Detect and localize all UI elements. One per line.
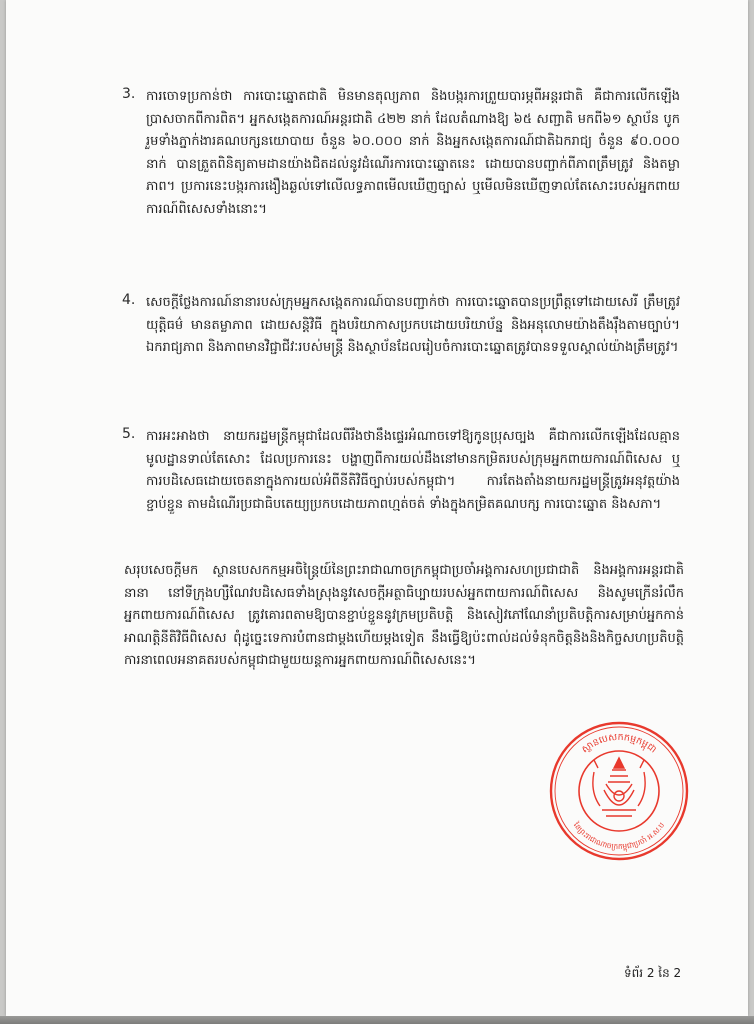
svg-text:នៃព្រះរាជាណាចក្រកម្ពុជាប្រចាំ bbox=[571, 819, 666, 853]
item-number: 3. bbox=[122, 86, 136, 102]
item-text: ការអះអាងថា នាយករដ្ឋមន្ត្រីកម្ពុជាដែលពីរឹងថានឹងផ្ទេរអំណាចទៅឱ្យកូនប្រុសច្បង គឺជាការលើកឡើងដែលគ្មានមូលដ្ឋានទាល់តែសោះ ដែលប្រការនេះ បង្ហាញពីការយល់ដឹងនៅមានកម្រិតរបស់ក្រុមអ្នកពាយការណ៍ពិសេស ឬការបដិសេធដោយចេតនាក្នុងការយល់អំពីនីតិវិធីច្បាប់របស់កម្ពុជា។ ការតែងតាំងនាយករដ្ឋមន្ត្រីត្រូវអនុវត្តយ៉ាងខ្ជាប់ខ្ជួន តាមដំណើរប្រជាធិបតេយ្យប្រកបដោយភាពហ្មត់ចត់ ទាំងក្នុងកម្រិតគណបក្ស ការបោះឆ្នោត និងសភា។ bbox=[146, 429, 680, 512]
item-text: ការចោទប្រកាន់ថា ការបោះឆ្នោតជាតិ មិនមានតុល្យភាព និងបង្ករការព្រួយបារម្ភពីអន្តរជាតិ គឺជាការលើកឡើងប្រាសចាកពីការពិត។ អ្នកសង្កេតការណ៍អន្តរជាតិ ៤២២ នាក់ ដែលតំណាងឱ្យ ៦៥ សញ្ជាតិ មកពី៦១ ស្ថាប័ន បូករួមទាំងភ្នាក់ងារគណបក្សនយោបាយ ចំនួន ៦០.០០០ នាក់ និងអ្នកសង្កេតការណ៍ជាតិឯករាជ្យ ចំនួន ៩០.០០០ នាក់ បានត្រួតពិនិត្យតាមដានយ៉ាងជិតដល់នូវដំណើរការបោះឆ្នោតនេះ ដោយបានបញ្ជាក់ពីភាពត្រឹមត្រូវ និងតម្លាភាព។ ប្រការនេះបង្ករការងឿងឆ្ងល់ទៅលើលទ្ធភាពមើលឃើញច្បាស់ ឬមើលមិនឃើញទាល់តែសោះរបស់អ្នកពាយការណ៍ពិសេសទាំងនោះ។ bbox=[146, 89, 680, 217]
svg-text:ស្ថានបេសកកម្មកម្ពុជា bbox=[580, 732, 659, 756]
official-seal bbox=[546, 718, 692, 864]
page-number: ទំព័រ 2 នៃ 2 bbox=[624, 966, 682, 980]
seal-bottom-text: នៃព្រះរាជាណាចក្រកម្ពុជាប្រចាំ អ.ស.ប bbox=[571, 820, 667, 852]
scan-bottom-shadow bbox=[0, 1016, 754, 1024]
coat-of-arms-icon bbox=[593, 758, 645, 816]
item-number: 4. bbox=[122, 292, 136, 308]
item-number: 5. bbox=[122, 426, 136, 442]
document-page bbox=[6, 0, 748, 1016]
conclusion-paragraph: សរុបសេចក្តីមក ស្ថានបេសកកម្មអចិន្ត្រៃយ៍នៃព្រះរាជាណាចក្រកម្ពុជាប្រចាំអង្គការសហប្រជាជាតិ និងអង្គការអន្តរជាតិនានា នៅទីក្រុងហ្សឺណែវបដិសេធទាំងស្រុងនូវសេចក្តីអត្ថាធិប្បាយរបស់អ្នកពាយការណ៍ពិសេស និងសូមក្រើនរំលឹកអ្នកពាយការណ៍ពិសេស ត្រូវគោរពតាមឱ្យបានខ្ជាប់ខ្ជួននូវក្រមប្រតិបត្តិ និងសៀវភៅណែនាំប្រតិបត្តិការសម្រាប់អ្នកកាន់អាណត្តិនីតិវិធីពិសេស ពុំដូច្នេះទេការបំពានជាម្តងហើយម្តងទៀត នឹងធ្វើឱ្យប៉ះពាល់ដល់ទំនុកចិត្តនិងនិងកិច្ចសហប្រតិបត្តិការនាពេលអនាគតរបស់កម្ពុជាជាមួយយន្តការអ្នកពាយការណ៍ពិសេសនេះ។ bbox=[124, 563, 684, 668]
seal-top-text: ស្ថានបេសកកម្មកម្ពុជា bbox=[579, 731, 659, 756]
item-text: សេចក្តីថ្លែងការណ៍នានារបស់ក្រុមអ្នកសង្កេតការណ៍បានបញ្ជាក់ថា ការបោះឆ្នោតបានប្រព្រឹត្តទៅដោយសេរី ត្រឹមត្រូវ យុត្តិធម៌ មានតម្លាភាព ដោយសន្តិវិធី ក្នុងបរិយាកាសប្រកបដោយបរិយាប័ន្ន និងអនុលោមយ៉ាងតឹងរ៉ឹងតាមច្បាប់។ ឯករាជ្យភាព និងភាពមានវិជ្ជាជីវៈរបស់មន្រ្តី និងស្ថាប័នដែលរៀបចំការបោះឆ្នោតត្រូវបានទទួលស្គាល់យ៉ាងត្រឹមត្រូវ។ bbox=[146, 295, 680, 355]
